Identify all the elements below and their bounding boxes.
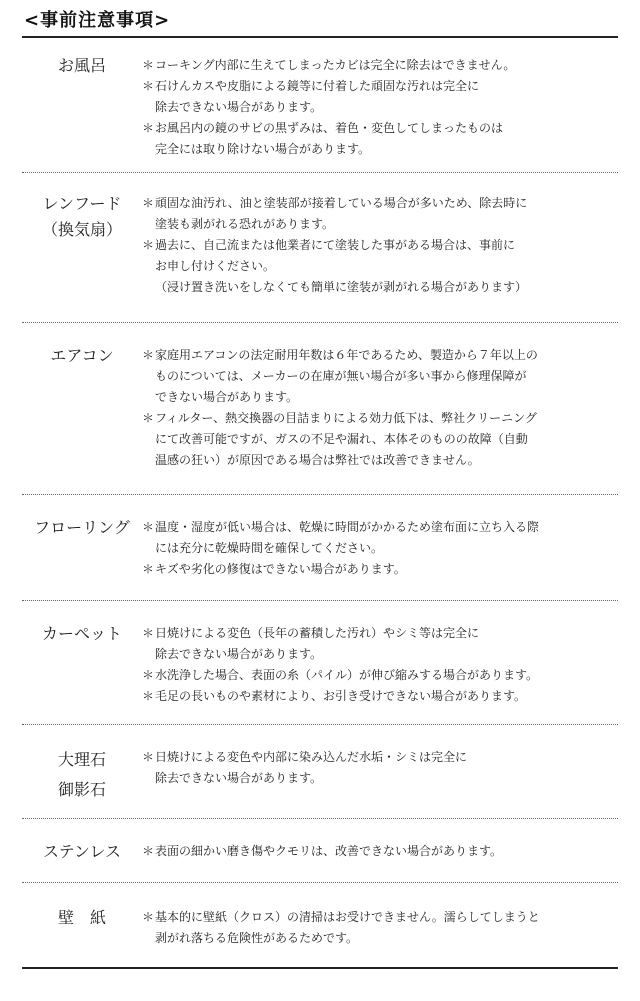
section-stone — [22, 725, 618, 819]
section-label: 大理石 御影石 — [57, 750, 106, 799]
bullet-mark: ＊ — [142, 79, 155, 93]
section-notes — [142, 839, 618, 882]
note-item: ＊ お風呂内の鏡のサビの黒ずみは、着色・変色してしまったものは 完全には取り除けない場合があります。 — [142, 118, 618, 160]
note-item: ＊ 基本的に壁紙（クロス）の清掃はお受けできません。濡らしてしまうと 剥がれ落ちる危険性があるためです。 — [142, 907, 618, 949]
section-flooring — [22, 495, 618, 601]
section-label: 壁 紙 — [57, 908, 106, 927]
section-notes — [142, 905, 618, 967]
section-label: フローリング — [34, 518, 130, 537]
bullet-mark: ＊ — [142, 844, 155, 858]
note-item: ＊ 家庭用エアコンの法定耐用年数は６年であるため、製造から７年以上の ものについては、メーカーの在庫が無い場合が多い事から修理保障が できない場合があります。 — [142, 345, 618, 408]
section-label: レンフード （換気扇） — [41, 194, 122, 239]
section-notes — [142, 343, 618, 494]
section-notes — [142, 745, 618, 818]
note-item: ＊ 温度・湿度が低い場合は、乾燥に時間がかかるため塗布面に立ち入る際 には充分に乾燥時間を確保してください。 — [142, 517, 618, 559]
note-item: ＊ 日焼けによる変色（長年の蓄積した汚れ）やシミ等は完全に 除去できない場合があります。 — [142, 623, 618, 665]
note-item: ＊ コーキング内部に生えてしまったカビは完全に除去はできません。 — [142, 55, 618, 76]
note-item: ＊ 表面の細かい磨き傷やクモリは、改善できない場合があります。 — [142, 841, 618, 862]
bullet-mark: ＊ — [142, 626, 155, 640]
bullet-mark: ＊ — [142, 196, 155, 210]
section-label: エアコン — [50, 346, 114, 365]
section-wallpaper — [22, 883, 618, 969]
bullet-mark: ＊ — [142, 750, 155, 764]
section-notes — [142, 191, 618, 322]
page-title: <事前注意事項> — [24, 10, 171, 31]
note-item: ＊ 水洗浄した場合、表面の糸（パイル）が伸び縮みする場合があります。 — [142, 665, 618, 686]
bullet-mark: ＊ — [142, 910, 155, 924]
note-item: ＊ キズや劣化の修復はできない場合があります。 — [142, 559, 618, 580]
section-range-hood — [22, 173, 618, 323]
note-item: ＊ 日焼けによる変色や内部に染み込んだ水垢・シミは完全に 除去できない場合があります。 — [142, 747, 618, 789]
section-bath — [22, 38, 618, 173]
note-item: ＊ 頑固な油汚れ、油と塗装部が接着している場合が多いため、除去時に 塗装も剥がれる恐れがあります。 — [142, 193, 618, 235]
section-air-conditioner — [22, 323, 618, 495]
bullet-mark: ＊ — [142, 562, 155, 576]
precautions-list — [22, 38, 618, 969]
section-notes — [142, 515, 618, 600]
bullet-mark: ＊ — [142, 689, 155, 703]
section-label: お風呂 — [57, 56, 106, 75]
section-label: ステンレス — [42, 842, 121, 861]
section-carpet — [22, 601, 618, 725]
bullet-mark: ＊ — [142, 520, 155, 534]
note-item: ＊ 毛足の長いものや素材により、お引き受けできない場合があります。 — [142, 686, 618, 707]
note-item: ＊ 過去に、自己流または他業者にて塗装した事がある場合は、事前に お申し付けください。 （浸け置き洗いをしなくても簡単に塗装が剥がれる場合があります） — [142, 235, 618, 298]
section-label: カーペット — [41, 624, 122, 643]
bullet-mark: ＊ — [142, 411, 155, 425]
bullet-mark: ＊ — [142, 238, 155, 252]
section-notes — [142, 621, 618, 724]
bullet-mark: ＊ — [142, 121, 155, 135]
bullet-mark: ＊ — [142, 668, 155, 682]
section-notes — [142, 53, 618, 172]
note-item: ＊ フィルター、熱交換器の目詰まりによる効力低下は、弊社クリーニング にて改善可能ですが、ガスの不足や漏れ、本体そのものの故障（自動 温感の狂い）が原因である場合は弊社では改善できません。 — [142, 408, 618, 471]
section-stainless — [22, 819, 618, 883]
bullet-mark: ＊ — [142, 348, 155, 362]
bullet-mark: ＊ — [142, 58, 155, 72]
note-item: ＊ 石けんカスや皮脂による鏡等に付着した頑固な汚れは完全に 除去できない場合があります。 — [142, 76, 618, 118]
